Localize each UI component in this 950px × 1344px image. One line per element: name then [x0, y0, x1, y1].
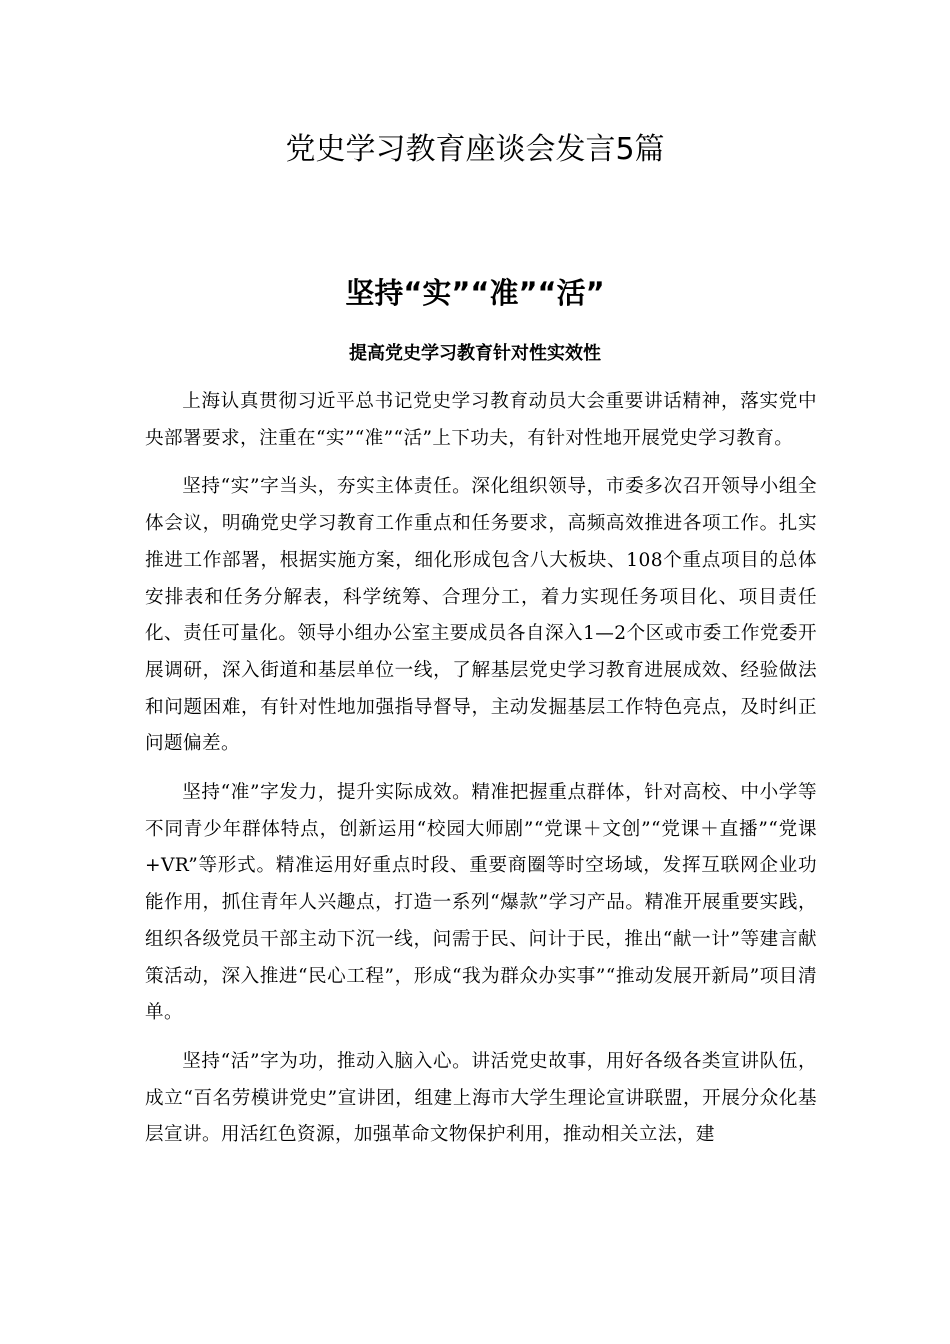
paragraph-huo: 坚持“活”字为功，推动入脑入心。讲活党史故事，用好各级各类宣讲队伍，成立“百名劳模讲党史”宣讲团，组建上海市大学生理论宣讲联盟，开展分众化基层宣讲。用活红色资源，加强革命文物保护利用，推动相关立法，建 — [145, 1050, 817, 1146]
document-title: 党史学习教育座谈会发言5篇 — [285, 132, 665, 167]
section-title: 坚持“实”“准”“活” — [345, 276, 605, 310]
section-subtitle: 提高党史学习教育针对性实效性 — [349, 343, 601, 364]
paragraph-shi: 坚持“实”字当头，夯实主体责任。深化组织领导，市委多次召开领导小组全体会议，明确党史学习教育工作重点和任务要求，高频高效推进各项工作。扎实推进工作部署，根据实施方案，细化形成包含八大板块、108个重点项目的总体安排表和任务分解表，科学统筹、合理分工，着力实现任务项目化、项目责任化、责任可量化。领导小组办公室主要成员各自深入1—2个区或市委工作党委开展调研，深入街道和基层单位一线，了解基层党史学习教育进展成效、经验做法和问题困难，有针对性地加强指导督导，主动发掘基层工作特色亮点，及时纠正问题偏差。 — [145, 476, 817, 755]
paragraph-intro: 上海认真贯彻习近平总书记党史学习教育动员大会重要讲话精神，落实党中央部署要求，注重在“实”“准”“活”上下功夫，有针对性地开展党史学习教育。 — [145, 391, 817, 449]
document-body — [145, 384, 817, 1166]
paragraph-zhun: 坚持“准”字发力，提升实际成效。精准把握重点群体，针对高校、中小学等不同青少年群体特点，创新运用“校园大师剧”“党课＋文创”“党课＋直播”“党课+VR”等形式。精准运用好重点时段、重要商圈等时空场域，发挥互联网企业功能作用，抓住青年人兴趣点，打造一系列“爆款”学习产品。精准开展重要实践，组织各级党员干部主动下沉一线，问需于民、问计于民，推出“献一计”等建言献策活动，深入推进“民心工程”，形成“我为群众办实事”“推动发展开新局”项目清单。 — [145, 782, 817, 1024]
